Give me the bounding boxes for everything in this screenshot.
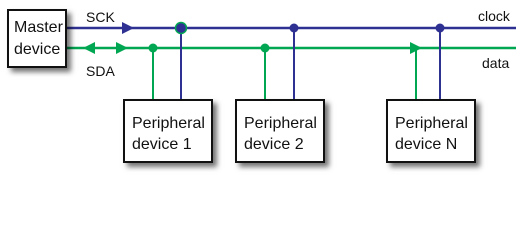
peripheral-2-clock-junction (290, 24, 299, 33)
master-device-box (7, 9, 67, 68)
peripheral-device-2-box (235, 99, 325, 163)
peripheral-device-1-label-line2: device 1 (132, 136, 192, 153)
peripheral-device-2-label-line1: Peripheral (244, 115, 317, 132)
peripheral-device-1-label-line1: Peripheral (132, 115, 205, 132)
master-device-label-line1: Master (14, 19, 63, 36)
sda-label: SDA (86, 63, 115, 79)
peripheral-device-n-box (386, 99, 476, 163)
sck-label: SCK (86, 9, 115, 25)
clock-label: clock (478, 8, 510, 24)
peripheral-2-data-junction (261, 44, 270, 53)
peripheral-n-clock-junction (436, 24, 445, 33)
peripheral-1-clock-junction (176, 23, 187, 34)
clock-arrow-icon (122, 22, 134, 34)
peripheral-1-data-junction (149, 44, 158, 53)
peripheral-device-1-box (123, 99, 213, 163)
peripheral-device-n-label-line1: Peripheral (395, 115, 468, 132)
data-arrow-right-icon (116, 42, 128, 54)
data-label: data (482, 55, 510, 71)
peripheral-device-n-label-line2: device N (395, 136, 458, 153)
data-arrow-left-icon (83, 42, 95, 54)
peripheral-device-2-label-line2: device 2 (244, 136, 304, 153)
master-device-label-line2: device (14, 41, 61, 58)
